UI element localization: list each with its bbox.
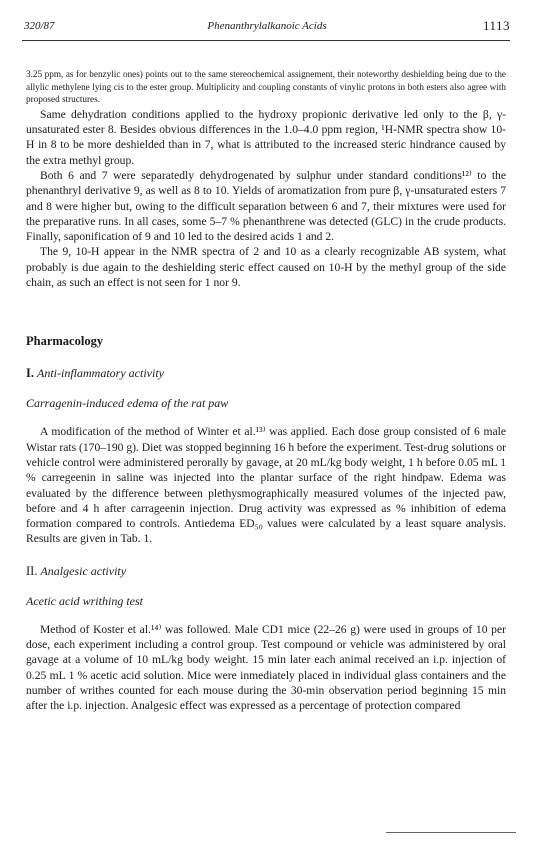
subsection-heading-carragenin: Carragenin-induced edema of the rat paw [26, 396, 229, 411]
header-rule [22, 40, 510, 41]
section-title: Analgesic activity [40, 563, 127, 578]
paragraph-carragenin-method: A modification of the method of Winter et al.¹³⁾ was applied. Each dose group consisted of 6 male Wistar rats (170–190 g). Diet was stopped beginning 16 h before the experiment. Test-drug solutions or vehicle control were administered perorally by gavage, at 20 mL/kg body weight, 1 h before 0.05 mL 1 % carregeenin in saline was injected into the plantar surface of the right hindpaw. Edema was evaluated by the difference between plethysmographically measured volumes of the injected paw, before and 4 h after carrageenin injection. Drug activity was expressed as % inhibition of edema formation compared to controls. Antiedema ED₅₀ values were calculated by a least square analysis. Results are given in Tab. 1. [26, 425, 506, 546]
running-title: Phenanthrylalkanoic Acids [207, 20, 327, 32]
section-heading-analgesic [26, 564, 506, 579]
body-text [26, 68, 506, 714]
section-number: II. [26, 563, 38, 578]
section-title: Anti-inflammatory activity [37, 366, 164, 381]
section-number: I. [26, 366, 34, 381]
paragraph-writhing-method: Method of Koster et al.¹⁴⁾ was followed. Male CD1 mice (22–26 g) were used in groups of 10 per dose, each experiment including a control group. Test compound or vehicle was administered by oral gavage at a volume of 10 mL/kg body weight. 15 min later each animal received an i.p. injection of 0.25 mL 1 % acetic acid solution. Mice were inmediately placed in individual glass containers and the number of writhes counted for each mouse during the 30-min observation period beginning 15 min after the i.p. injection. Analgesic effect was expressed as a percentage of protection compared [26, 622, 506, 713]
running-head [24, 20, 510, 36]
section-heading-anti-inflammatory [26, 366, 506, 381]
paragraph-nmr: The 9, 10-H appear in the NMR spectra of 2 and 10 as a clearly recognizable AB system, what probably is due again to the deshielding steric effect caused on 10-H by the methyl group of the side chain, as such an effect is not seen for 1 nor 9. [26, 245, 506, 290]
paragraph-continued: 3.25 ppm, as for benzylic ones) points out to the same stereochemical assignement, their noteworthy deshielding being due to the allylic methylene lying cis to the ester group. Multiplicity and coupling constants of vinylic protons in both esters also agree with proposed structures. [26, 69, 506, 105]
paragraph-dehydration: Same dehydration conditions applied to the hydroxy propionic derivative led only to the β, γ-unsaturated ester 8. Besides obvious differences in the 1.0–4.0 ppm region, ¹H-NMR spectra show 10-H in 8 to be more deshielded than in 7, what is attributed to the increased steric hindrance caused by the extra methyl group. [26, 107, 506, 167]
subsection-heading-writhing: Acetic acid writhing test [26, 593, 143, 608]
paragraph-dehydrogenation: Both 6 and 7 were separatedly dehydrogenated by sulphur under standard conditions¹²⁾ to the phenanthryl derivative 9, as well as 8 to 10. Yields of aromatization from pure β, γ-unsaturated esters 7 and 8 were higher but, owing to the difficult separation between 6 and 7, their mixtures were used for the preparative runs. In all cases, some 5–7 % phenanthrene was detected (GLC) in the crude products. Finally, saponification of 9 and 10 led to the desired acids 1 and 2. [26, 168, 506, 244]
footer-rule [386, 832, 516, 833]
page-number: 1113 [482, 18, 510, 33]
journal-issue-ref: 320/87 [24, 20, 55, 32]
pharmacology-heading: Pharmacology [26, 334, 104, 349]
